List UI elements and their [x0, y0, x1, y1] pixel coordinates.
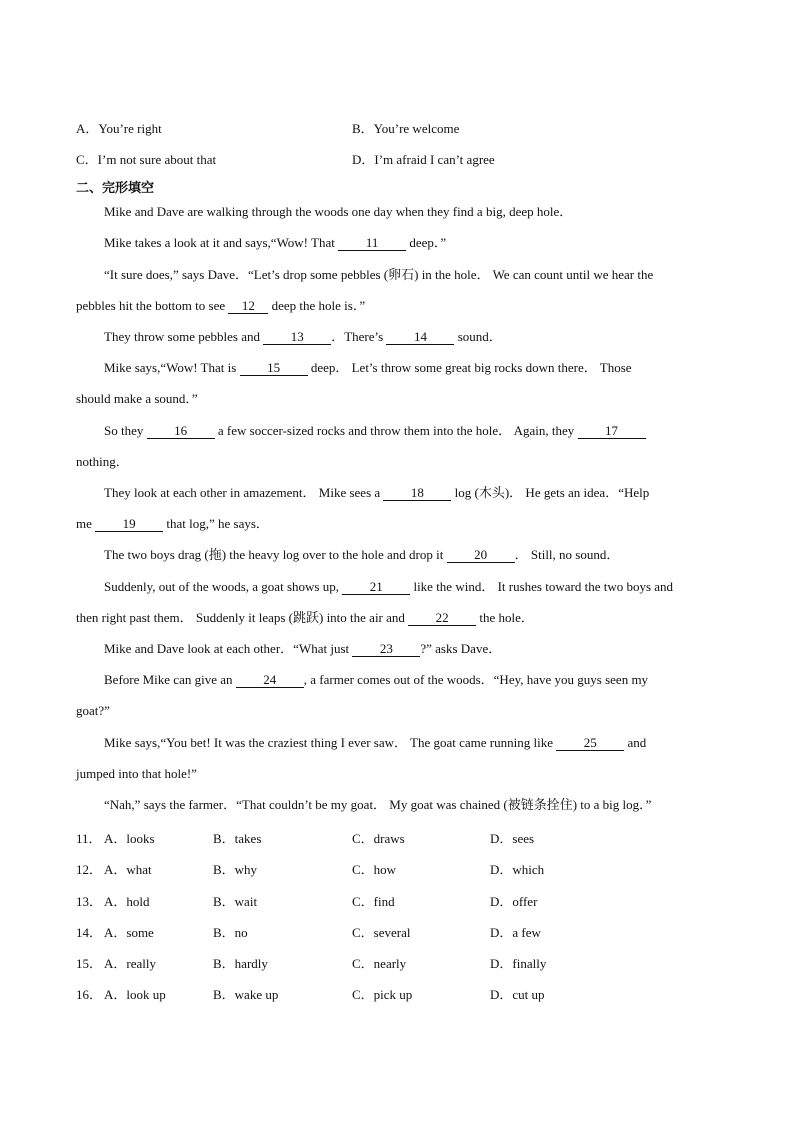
passage-line: nothing．: [76, 454, 129, 469]
blank-15[interactable]: 15: [240, 361, 308, 376]
option-a[interactable]: A．looks: [104, 831, 155, 846]
passage-line: “Nah,” says the farmer．“That couldn’t be my goat． My goat was chained (被链条拴住) to a big log．”: [104, 797, 652, 812]
option-c[interactable]: C．nearly: [352, 956, 407, 971]
passage-line: Before Mike can give an 24 , a farmer comes out of the woods．“Hey, have you guys seen my: [104, 672, 649, 687]
blank-23[interactable]: 23: [352, 642, 420, 657]
passage-line: goat?”: [76, 703, 110, 718]
blank-18[interactable]: 18: [383, 486, 451, 501]
question-number: 12．: [76, 862, 103, 877]
passage-line: Mike says,“Wow! That is 15 deep． Let’s throw some great big rocks down there． Those: [104, 360, 632, 375]
option-d[interactable]: D．offer: [490, 894, 538, 909]
option-d[interactable]: D．a few: [490, 925, 541, 940]
question-row: [76, 891, 776, 907]
blank-11[interactable]: 11: [338, 236, 406, 251]
option-b[interactable]: B．why: [213, 862, 258, 877]
blank-22[interactable]: 22: [408, 611, 476, 626]
passage-line: me 19 that log,” he says．: [76, 516, 269, 531]
question-row: [76, 828, 776, 844]
passage-line: jumped into that hole!”: [76, 766, 197, 781]
option-a[interactable]: A．some: [104, 925, 154, 940]
top-option-a: A．You’re right: [76, 121, 162, 136]
blank-19[interactable]: 19: [95, 517, 163, 532]
passage-line: They look at each other in amazement． Mike sees a 18 log (木头)． He gets an idea．“Help: [104, 485, 650, 500]
question-number: 16．: [76, 987, 103, 1002]
option-c[interactable]: C．find: [352, 894, 395, 909]
option-d[interactable]: D．which: [490, 862, 545, 877]
question-number: 11．: [76, 831, 102, 846]
blank-17[interactable]: 17: [578, 424, 646, 439]
blank-20[interactable]: 20: [447, 548, 515, 563]
passage-line: Suddenly, out of the woods, a goat shows up, 21 like the wind． It rushes toward the two boys and: [104, 579, 674, 594]
blank-24[interactable]: 24: [236, 673, 304, 688]
question-row: [76, 922, 776, 938]
blank-16[interactable]: 16: [147, 424, 215, 439]
passage-line: Mike takes a look at it and says,“Wow! That 11 deep．”: [104, 235, 447, 250]
passage-line: Mike and Dave look at each other．“What just 23 ?” asks Dave．: [104, 641, 502, 656]
option-d[interactable]: D．sees: [490, 831, 535, 846]
option-c[interactable]: C．draws: [352, 831, 405, 846]
blank-21[interactable]: 21: [342, 580, 410, 595]
passage-line: The two boys drag (拖) the heavy log over to the hole and drop it 20 ． Still, no sound．: [104, 547, 620, 562]
option-c[interactable]: C．how: [352, 862, 397, 877]
option-b[interactable]: B．takes: [213, 831, 262, 846]
question-row: [76, 953, 776, 969]
option-d[interactable]: D．cut up: [490, 987, 545, 1002]
passage-line: So they 16 a few soccer-sized rocks and throw them into the hole． Again, they 17: [104, 423, 646, 439]
top-option-c: C．I’m not sure about that: [76, 152, 217, 167]
option-b[interactable]: B．wake up: [213, 987, 279, 1002]
passage-line: Mike and Dave are walking through the woods one day when they find a big, deep hole．: [104, 204, 573, 219]
question-number: 13．: [76, 894, 103, 909]
passage-line: pebbles hit the bottom to see 12 deep the hole is．”: [76, 298, 366, 313]
passage-line: then right past them． Suddenly it leaps (跳跃) into the air and 22 the hole．: [76, 610, 534, 625]
blank-14[interactable]: 14: [386, 330, 454, 345]
top-option-b: B．You’re welcome: [352, 121, 460, 136]
option-a[interactable]: A．really: [104, 956, 156, 971]
option-b[interactable]: B．wait: [213, 894, 258, 909]
option-c[interactable]: C．several: [352, 925, 411, 940]
question-number: 14．: [76, 925, 103, 940]
question-row: [76, 859, 776, 875]
passage-line: should make a sound．”: [76, 391, 198, 406]
question-row: [76, 984, 776, 1000]
option-b[interactable]: B．hardly: [213, 956, 268, 971]
option-a[interactable]: A．what: [104, 862, 152, 877]
blank-13[interactable]: 13: [263, 330, 331, 345]
option-d[interactable]: D．finally: [490, 956, 547, 971]
passage-line: Mike says,“You bet! It was the craziest thing I ever saw． The goat came running like 25 and: [104, 735, 647, 750]
passage-line: They throw some pebbles and 13 ．There’s 14 sound．: [104, 329, 502, 344]
section-title: 二、完形填空: [76, 181, 155, 196]
blank-25[interactable]: 25: [556, 736, 624, 751]
option-a[interactable]: A．hold: [104, 894, 150, 909]
question-number: 15．: [76, 956, 103, 971]
option-b[interactable]: B．no: [213, 925, 248, 940]
blank-12[interactable]: 12: [228, 299, 268, 314]
top-option-d: D．I’m afraid I can’t agree: [352, 152, 495, 167]
option-a[interactable]: A．look up: [104, 987, 166, 1002]
option-c[interactable]: C．pick up: [352, 987, 413, 1002]
passage-line: “It sure does,” says Dave．“Let’s drop some pebbles (卵石) in the hole． We can count until we hear the: [104, 267, 654, 282]
